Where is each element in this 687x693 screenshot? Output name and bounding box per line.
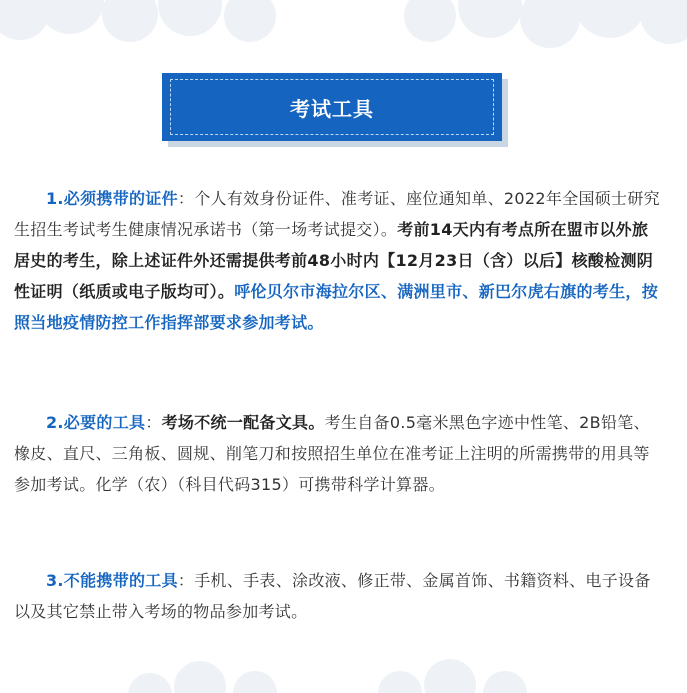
title-banner-inner [170, 79, 494, 135]
cloud-decoration-top [0, 0, 687, 80]
cloud-decoration-bottom [0, 633, 687, 693]
section-1-paragraph [14, 183, 662, 338]
section-2-heading: 2.必要的工具 [46, 413, 146, 432]
section-1-text-a: ：个人有效身份证件、准考证、座位通知单、2022年全国硕士研究生招生考试考生健康情况承诺书（第一场考试提交）。 [14, 189, 660, 239]
title-banner [162, 73, 502, 141]
page-title: 考试工具 [290, 96, 374, 121]
section-3-heading: 3.不能携带的工具 [46, 571, 178, 590]
section-2-text-a: ： [145, 413, 162, 432]
section-3-paragraph [14, 565, 662, 627]
section-2-paragraph [14, 407, 662, 500]
section-1-heading: 1.必须携带的证件 [46, 189, 178, 208]
section-2-text-c: 考生自备0.5毫米黑色字迹中性笔、2B铅笔、橡皮、直尺、三角板、圆规、削笔刀和按照招生单位在准考证上注明的所需携带的用具等参加考试。化学（农）（科目代码315）可携带科学计算器。 [14, 413, 650, 494]
section-1-text-b: 考前14天内有考点所在盟市以外旅居史的考生，除上述证件外还需提供考前48小时内【12月23日（含）以后】核酸检测阴性证明（纸质或电子版均可）。 [14, 220, 654, 301]
section-1-text-c: 呼伦贝尔市海拉尔区、满洲里市、新巴尔虎右旗的考生，按照当地疫情防控工作指挥部要求参加考试。 [14, 282, 659, 332]
section-2-text-b: 考场不统一配备文具。 [161, 413, 325, 432]
section-3-text-a: ：手机、手表、涂改液、修正带、金属首饰、书籍资料、电子设备以及其它禁止带入考场的物品参加考试。 [14, 571, 651, 621]
